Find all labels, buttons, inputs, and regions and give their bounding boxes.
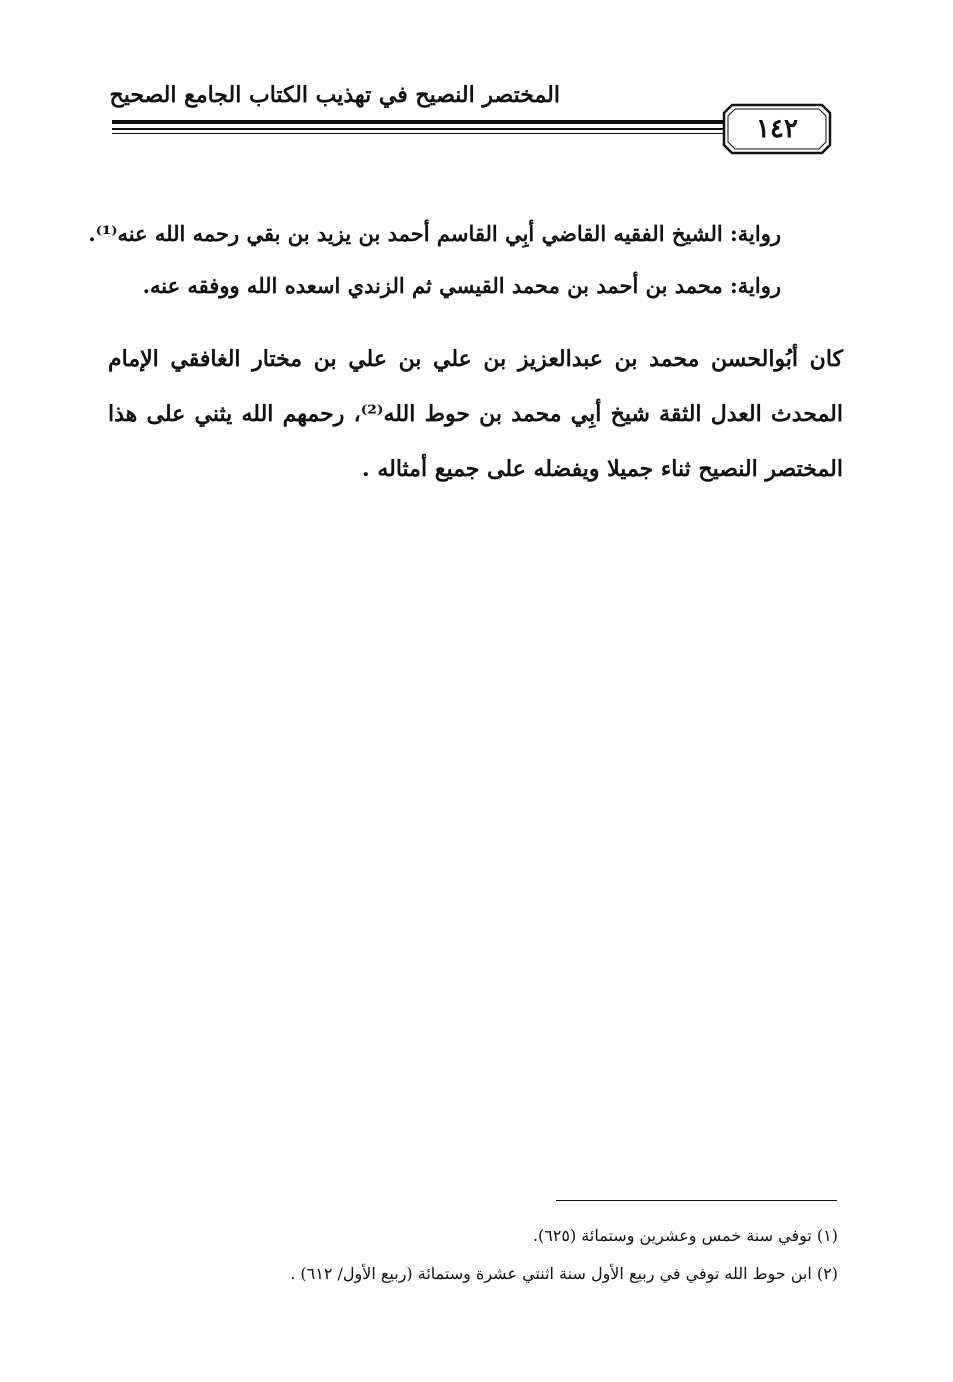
- paragraph-line-2: المحدث العدل الثقة شيخ أبِي محمد بن حوط الله⁽²⁾، رحمهم الله يثني على هذا: [108, 401, 843, 427]
- header-rule-thick: [112, 120, 724, 124]
- narration-line-1: رواية: الشيخ الفقيه القاضي أبِي القاسم أحمد بن يزيد بن بقي رحمه الله عنه⁽¹⁾.: [88, 221, 781, 246]
- narration-block: [88, 208, 781, 312]
- running-title: المختصر النصيح في تهذيب الكتاب الجامع الصحيح: [109, 82, 560, 108]
- page-number: ١٤٢: [756, 114, 798, 144]
- body-paragraph: [108, 332, 843, 497]
- page-number-frame: [722, 103, 832, 155]
- paragraph-line-3: المختصر النصيح ثناء جميلا ويفضله على جميع أمثاله .: [362, 456, 843, 482]
- footnote-2: (٢) ابن حوط الله توفي في ربيع الأول سنة اثنتي عشرة وستمائة (ربيع الأول/ ٦١٢) .: [290, 1264, 838, 1283]
- footnote-1: (١) توفي سنة خمس وعشرين وستمائة (٦٢٥).: [532, 1226, 838, 1245]
- footnotes: [200, 1217, 838, 1293]
- paragraph-line-1: كان أبُوالحسن محمد بن عبدالعزيز بن علي بن علي بن مختار الغافقي الإمام: [108, 346, 843, 372]
- header-rule-thin: [112, 133, 724, 134]
- header-rule-medium: [112, 128, 724, 130]
- narration-line-2: رواية: محمد بن أحمد بن محمد القيسي ثم الزندي اسعده الله ووفقه عنه.: [142, 273, 781, 298]
- footnote-separator: [556, 1200, 837, 1201]
